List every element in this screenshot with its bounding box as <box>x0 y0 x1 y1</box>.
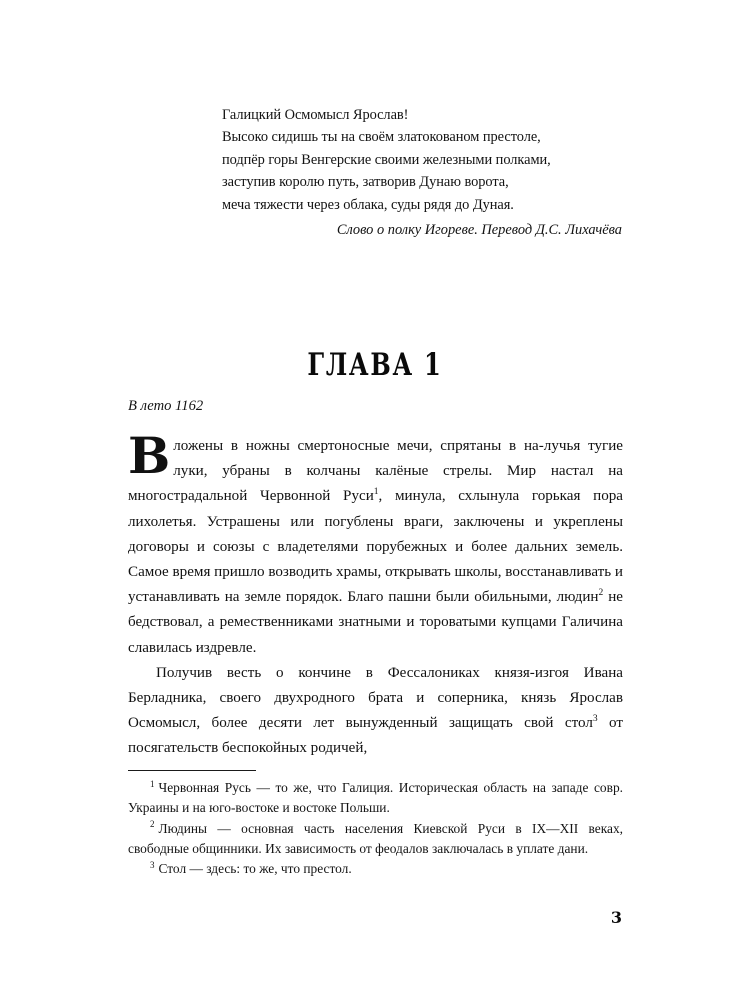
footnote-item-3 <box>128 859 623 879</box>
page-number: 3 <box>610 908 622 927</box>
footnote-ref-2[interactable]: 2 <box>598 588 604 599</box>
body-paragraph-2 <box>128 661 623 762</box>
footnote-text-3: Стол — здесь: то же, что престол. <box>158 861 352 877</box>
footnote-marker-3: 3 <box>150 859 155 870</box>
footnote-marker-1: 1 <box>150 778 155 789</box>
footnote-text-2: Людины — основная часть населения Киевской Руси в IX—XII веках, свободные общинники. Их зависимость от феодалов заключалась в уплате дани. <box>128 820 623 856</box>
footnote-marker-2: 2 <box>150 819 155 830</box>
epigraph-line-5: меча тяжести через облака, суды рядя до Дуная. <box>222 196 514 213</box>
chapter-title: ГЛАВА 1 <box>307 347 443 383</box>
chapter-date-line: В лето 1162 <box>128 398 204 414</box>
paragraph-1-segment-1: ложены в ножны смертоносные мечи, спрятаны в на-лучья тугие луки, убраны в колчаны калёные стрелы. Мир настал на многострадальной Червонной Руси <box>128 438 623 505</box>
footnote-ref-1[interactable]: 1 <box>373 487 379 498</box>
footnote-item-1 <box>128 778 623 819</box>
footnote-text-1: Червонная Русь — то же, что Галиция. Историческая область на западе совр. Украины и на юго-востоке и востоке Польши. <box>128 780 623 816</box>
footnote-ref-3[interactable]: 3 <box>592 714 598 725</box>
epigraph-line-3: подпёр горы Венгерские своими железными полками, <box>222 151 551 168</box>
epigraph-line-4: заступив королю путь, затворив Дунаю ворота, <box>222 174 509 191</box>
footnotes-block <box>128 770 623 879</box>
footnote-item-2 <box>128 819 623 860</box>
paragraph-2-segment-1: Получив весть о кончине в Фессалониках князя-изгоя Ивана Берладника, своего двухродного брата и соперника, князь Ярослав Осмомысл, более десяти лет вынужденный защищать свой стол <box>128 664 623 732</box>
epigraph-line-2: Высоко сидишь ты на своём златокованом престоле, <box>222 129 541 146</box>
epigraph-block <box>222 104 622 241</box>
body-text-block <box>128 426 624 762</box>
body-paragraph-1: В ложены в ножны смертоносные мечи, спрятаны в на-лучья тугие луки, убраны в колчаны калёные стрелы. Мир настал на многострадальной Червонной Руси$^1$, минула, схлынула горькая пора лихолетья. Устрашены или погублены враги, заключены и укреплены договоры и союзы с владетелями порубежных и более дальних земель. Самое время пришло возводить храмы, открывать школы, восстанавливать и устанавливать на земле порядок. Благо пашни были обильными, людин$^2$ не бедствовал, а ремественниками знатными и тороватыми купцами Галичина славилась издревле. <box>128 426 624 656</box>
epigraph-attribution: Слово о полку Игореве. Перевод Д.С. Лихачёва <box>336 222 622 239</box>
footnote-separator-rule <box>128 770 256 771</box>
epigraph-line-1: Галицкий Осмомысл Ярослав! <box>222 107 409 123</box>
paragraph-1-segment-2: , минула, схлынула горькая пора лихолетья. Устрашены или погублены враги, заключены и укреплены договоры и союзы с владетелями порубежных и более дальних земель. Самое время пришло возводить храмы, открывать школы, восстанавливать и устанавливать на земле порядок. Благо пашни были обильными, людин <box>128 488 623 606</box>
paragraph-1-segment-3: не бедствовал, а ремественниками знатными и тороватыми купцами Галичина славилась издревле. <box>128 589 624 656</box>
paragraph-2-segment-2: от посягательств беспокойных родичей, <box>128 715 623 757</box>
